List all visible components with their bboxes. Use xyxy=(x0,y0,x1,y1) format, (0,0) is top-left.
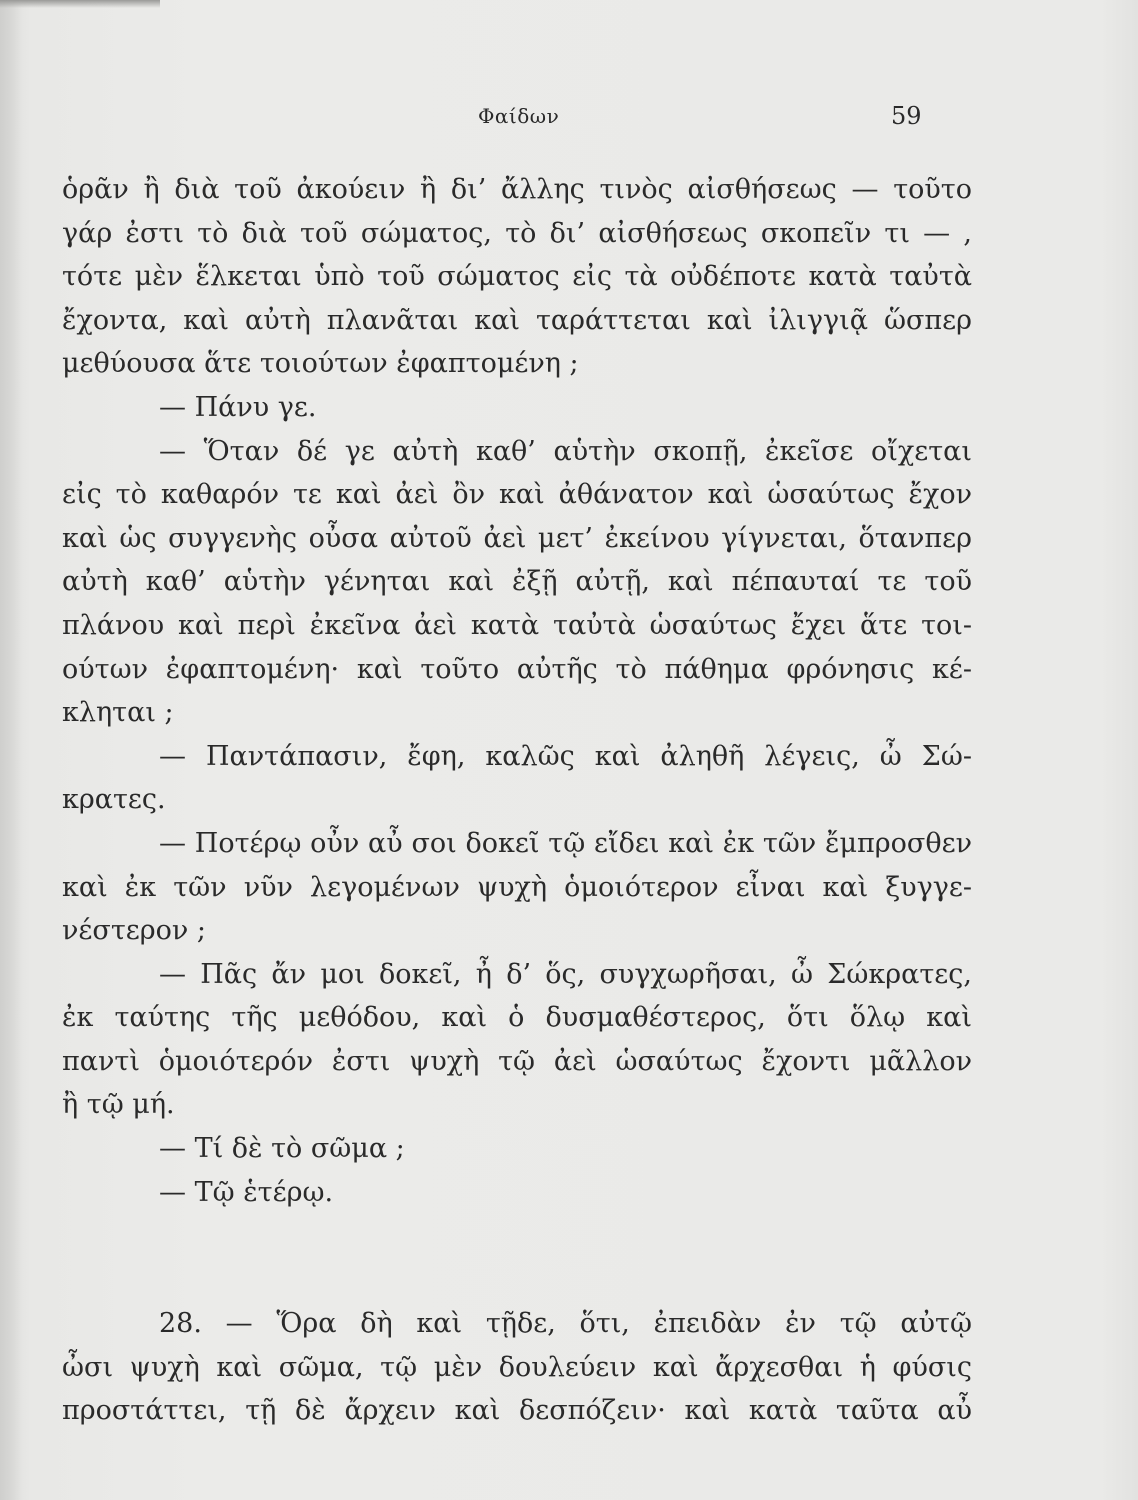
running-title: Φαίδων xyxy=(478,104,560,128)
text-line: ἐκ ταύτης τῆς μεθόδου, καὶ ὁ δυσμαθέστερος, ὅτι ὅλῳ καὶ xyxy=(62,1002,972,1034)
text-line: ὦσι ψυχὴ καὶ σῶμα, τῷ μὲν δουλεύειν καὶ ἄρχεσθαι ἡ φύσις xyxy=(62,1351,972,1383)
dialogue-line: — Πάνυ γε. xyxy=(159,391,317,423)
text-line: εἰς τὸ καθαρόν τε καὶ ἀεὶ ὂν καὶ ἀθάνατον καὶ ὡσαύτως ἔχον xyxy=(62,479,972,511)
dialogue-line: — Τῷ ἑτέρῳ. xyxy=(159,1176,334,1208)
text-line: καὶ ὡς συγγενὴς οὖσα αὐτοῦ ἀεὶ μετ’ ἐκείνου γίγνεται, ὅτανπερ xyxy=(62,522,972,554)
scan-edge-mark xyxy=(0,0,160,8)
dialogue-line: — Ὅταν δέ γε αὐτὴ καθ’ αὑτὴν σκοπῇ, ἐκεῖσε οἴχεται xyxy=(159,435,972,467)
body-text xyxy=(62,168,972,1433)
dialogue-line: — Παντάπασιν, ἔφη, καλῶς καὶ ἀληθῆ λέγεις, ὦ Σώ- xyxy=(159,740,972,772)
dialogue-line: — Τί δὲ τὸ σῶμα ; xyxy=(159,1133,405,1165)
text-line: ὁρᾶν ἢ διὰ τοῦ ἀκούειν ἢ δι’ ἄλλης τινὸς αἰσθήσεως — τοῦτο xyxy=(62,174,972,205)
text-line: γάρ ἐστι τὸ διὰ τοῦ σώματος, τὸ δι’ αἰσθήσεως σκοπεῖν τι — , xyxy=(62,217,972,249)
text-line: ούτων ἐφαπτομένη· καὶ τοῦτο αὐτῆς τὸ πάθημα φρόνησις κέ- xyxy=(62,653,972,685)
text-line: ἔχοντα, καὶ αὐτὴ πλανᾶται καὶ ταράττεται καὶ ἰλιγγιᾷ ὥσπερ xyxy=(62,304,972,336)
dialogue-line: — Πᾶς ἄν μοι δοκεῖ, ἦ δ’ ὅς, συγχωρῆσαι, ὦ Σώκρατες, xyxy=(159,958,972,990)
text-line: προστάττει, τῇ δὲ ἄρχειν καὶ δεσπόζειν· καὶ κατὰ ταῦτα αὖ xyxy=(62,1395,972,1427)
section-gap xyxy=(62,1214,972,1302)
text-line: καὶ ἐκ τῶν νῦν λεγομένων ψυχὴ ὁμοιότερον εἶναι καὶ ξυγγε- xyxy=(62,871,972,903)
text-line: τότε μὲν ἕλκεται ὑπὸ τοῦ σώματος εἰς τὰ οὐδέποτε κατὰ ταὐτὰ xyxy=(62,261,972,293)
text-line: πλάνου καὶ περὶ ἐκεῖνα ἀεὶ κατὰ ταὐτὰ ὡσαύτως ἔχει ἅτε τοι- xyxy=(62,609,972,641)
dialogue-line: — Ποτέρῳ οὖν αὖ σοι δοκεῖ τῷ εἴδει καὶ ἐκ τῶν ἔμπροσθεν xyxy=(159,827,972,859)
text-line: αὐτὴ καθ’ αὑτὴν γένηται καὶ ἐξῇ αὐτῇ, καὶ πέπαυταί τε τοῦ xyxy=(62,566,972,598)
text-line: κρατες. xyxy=(62,784,166,816)
text-line: κληται ; xyxy=(62,697,174,729)
text-line: νέστερον ; xyxy=(62,915,206,947)
running-header xyxy=(0,100,1138,136)
text-line: μεθύουσα ἅτε τοιούτων ἐφαπτομένη ; xyxy=(62,348,579,380)
text-line: παντὶ ὁμοιότερόν ἐστι ψυχὴ τῷ ἀεὶ ὡσαύτως ἔχοντι μᾶλλον xyxy=(62,1045,972,1077)
page-gutter-shadow xyxy=(0,0,22,1500)
text-line: ἢ τῷ μή. xyxy=(62,1089,175,1121)
page-number: 59 xyxy=(891,102,922,130)
section-start-line: 28. — Ὅρα δὴ καὶ τῇδε, ὅτι, ἐπειδὰν ἐν τῷ αὐτῷ xyxy=(159,1308,972,1340)
